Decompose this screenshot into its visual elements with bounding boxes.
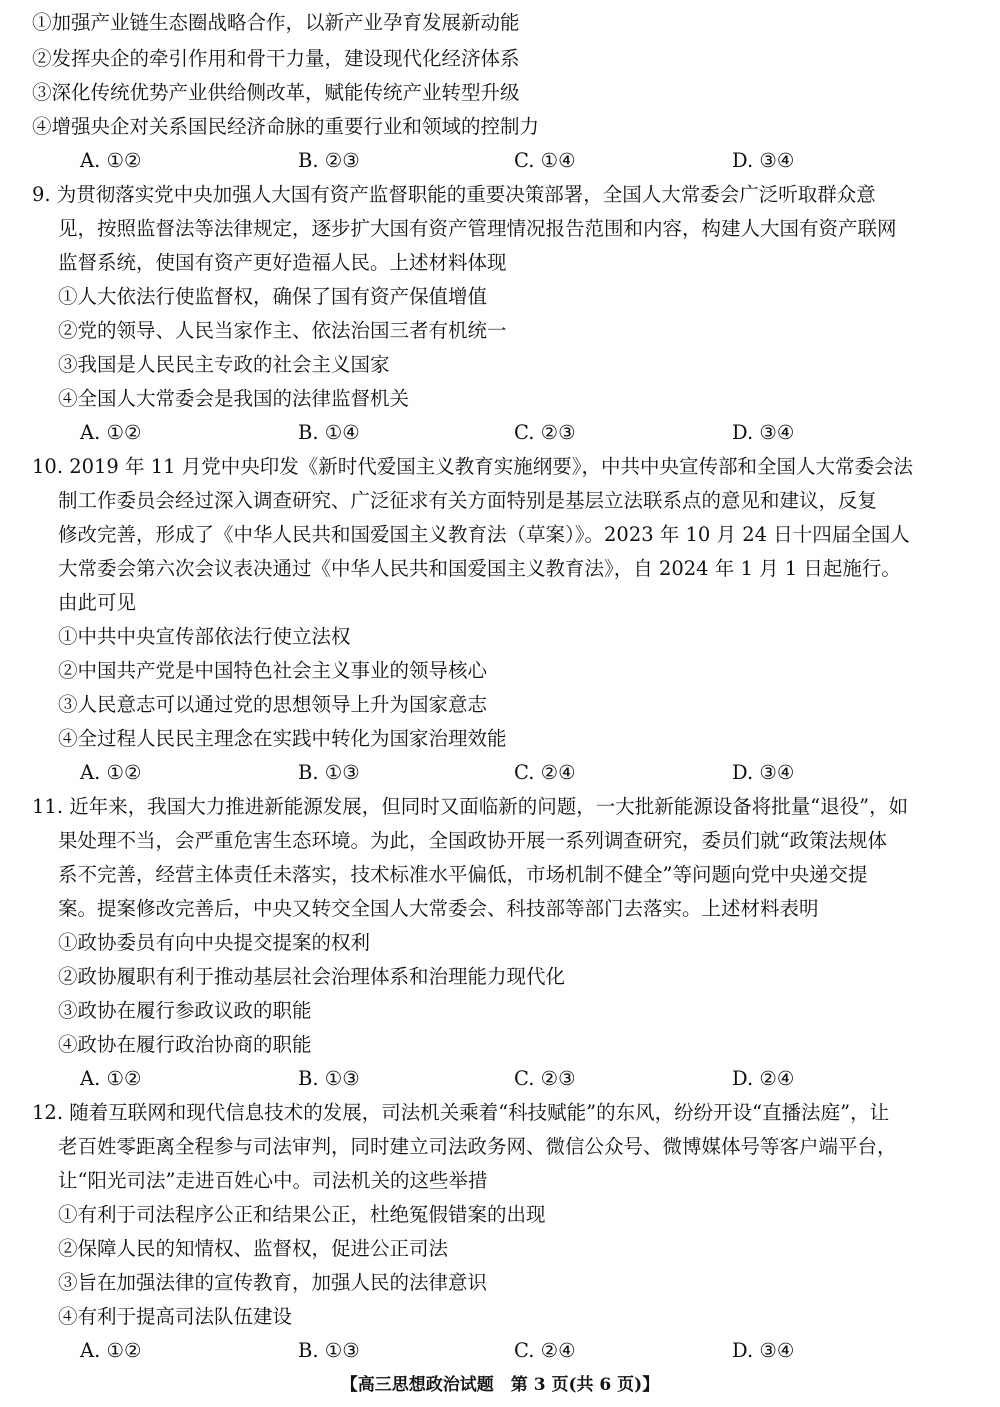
option-line: ③政协在履行参政议政的职能 [58, 999, 312, 1022]
question-stem-line: 让“阳光司法”走进百姓心中。司法机关的这些举措 [58, 1169, 488, 1192]
option-line: ②党的领导、人民当家作主、依法治国三者有机统一 [58, 319, 507, 342]
option-line: ①加强产业链生态圈战略合作，以新产业孕育发展新动能 [32, 11, 520, 34]
option-line: ②发挥央企的牵引作用和骨干力量，建设现代化经济体系 [32, 47, 520, 70]
option-line: ④有利于提高司法队伍建设 [58, 1305, 293, 1328]
choice-b[interactable]: B. ①③ [298, 1339, 360, 1362]
choice-d[interactable]: D. ③④ [732, 421, 795, 444]
option-line: ①政协委员有向中央提交提案的权利 [58, 931, 371, 954]
choice-a[interactable]: A. ①② [80, 1067, 142, 1090]
question-stem-line: 12. 随着互联网和现代信息技术的发展，司法机关乘着“科技赋能”的东风，纷纷开设“直播法庭”，让 [32, 1101, 890, 1124]
answer-choices [80, 144, 840, 178]
choice-d[interactable]: D. ③④ [732, 1339, 795, 1362]
option-line: ④全国人大常委会是我国的法律监督机关 [58, 387, 410, 410]
option-line: ④全过程人民民主理念在实践中转化为国家治理效能 [58, 727, 507, 750]
question-stem-line: 10. 2019 年 11 月党中央印发《新时代爱国主义教育实施纲要》，中共中央宣传部和全国人大常委会法 [32, 455, 913, 478]
question-stem-line: 监督系统，使国有资产更好造福人民。上述材料体现 [58, 251, 507, 274]
question-stem-line: 果处理不当，会严重危害生态环境。为此，全国政协开展一系列调查研究，委员们就“政策法规体 [58, 829, 887, 852]
option-line: ③我国是人民民主专政的社会主义国家 [58, 353, 390, 376]
question-stem-line: 大常委会第六次会议表决通过《中华人民共和国爱国主义教育法》，自 2024 年 1 月 1 日起施行。 [58, 557, 901, 580]
choice-a[interactable]: A. ①② [80, 421, 142, 444]
choice-c[interactable]: C. ②③ [514, 421, 576, 444]
choice-d[interactable]: D. ③④ [732, 761, 795, 784]
option-line: ②保障人民的知情权、监督权，促进公正司法 [58, 1237, 449, 1260]
choice-c[interactable]: C. ①④ [514, 149, 576, 172]
choice-c[interactable]: C. ②④ [514, 1339, 576, 1362]
option-line: ①中共中央宣传部依法行使立法权 [58, 625, 351, 648]
choice-a[interactable]: A. ①② [80, 1339, 142, 1362]
option-line: ②政协履职有利于推动基层社会治理体系和治理能力现代化 [58, 965, 566, 988]
option-line: ③旨在加强法律的宣传教育，加强人民的法律意识 [58, 1271, 488, 1294]
choice-a[interactable]: A. ①② [80, 149, 142, 172]
question-stem-line: 9. 为贯彻落实党中央加强人大国有资产监督职能的重要决策部署，全国人大常委会广泛听取群众意 [32, 183, 876, 206]
option-line: ③深化传统优势产业供给侧改革，赋能传统产业转型升级 [32, 81, 520, 104]
choice-d[interactable]: D. ③④ [732, 149, 795, 172]
option-line: ④政协在履行政治协商的职能 [58, 1033, 312, 1056]
question-stem-line: 见，按照监督法等法律规定，逐步扩大国有资产管理情况报告范围和内容，构建人大国有资产联网 [58, 217, 897, 240]
question-stem-line: 制工作委员会经过深入调查研究、广泛征求有关方面特别是基层立法联系点的意见和建议，反复 [58, 489, 878, 512]
question-stem-line: 修改完善，形成了《中华人民共和国爱国主义教育法（草案）》。2023 年 10 月 24 日十四届全国人 [58, 523, 910, 546]
option-line: ①人大依法行使监督权，确保了国有资产保值增值 [58, 285, 488, 308]
answer-choices [80, 1334, 840, 1368]
choice-c[interactable]: C. ②③ [514, 1067, 576, 1090]
answer-choices [80, 416, 840, 450]
choice-c[interactable]: C. ②④ [514, 761, 576, 784]
choice-b[interactable]: B. ①③ [298, 761, 360, 784]
option-line: ③人民意志可以通过党的思想领导上升为国家意志 [58, 693, 488, 716]
choice-d[interactable]: D. ②④ [732, 1067, 795, 1090]
option-line: ④增强央企对关系国民经济命脉的重要行业和领域的控制力 [32, 115, 540, 138]
question-stem-line: 由此可见 [58, 591, 137, 614]
question-stem-line: 老百姓零距离全程参与司法审判，同时建立司法政务网、微信公众号、微博媒体号等客户端平台， [58, 1135, 897, 1158]
choice-b[interactable]: B. ②③ [298, 149, 360, 172]
question-stem-line: 11. 近年来，我国大力推进新能源发展，但同时又面临新的问题，一大批新能源设备将批量“退役”，如 [32, 795, 909, 818]
question-stem-line: 系不完善，经营主体责任未落实，技术标准水平偏低，市场机制不健全”等问题向党中央递交提 [58, 863, 868, 886]
choice-b[interactable]: B. ①④ [298, 421, 360, 444]
question-stem-line: 案。提案修改完善后，中央又转交全国人大常委会、科技部等部门去落实。上述材料表明 [58, 897, 819, 920]
choice-b[interactable]: B. ①③ [298, 1067, 360, 1090]
option-line: ②中国共产党是中国特色社会主义事业的领导核心 [58, 659, 488, 682]
page-footer: 【高三思想政治试题 第 3 页(共 6 页)】 [340, 1375, 660, 1395]
answer-choices [80, 1062, 840, 1096]
option-line: ①有利于司法程序公正和结果公正，杜绝冤假错案的出现 [58, 1203, 546, 1226]
answer-choices [80, 756, 840, 790]
choice-a[interactable]: A. ①② [80, 761, 142, 784]
